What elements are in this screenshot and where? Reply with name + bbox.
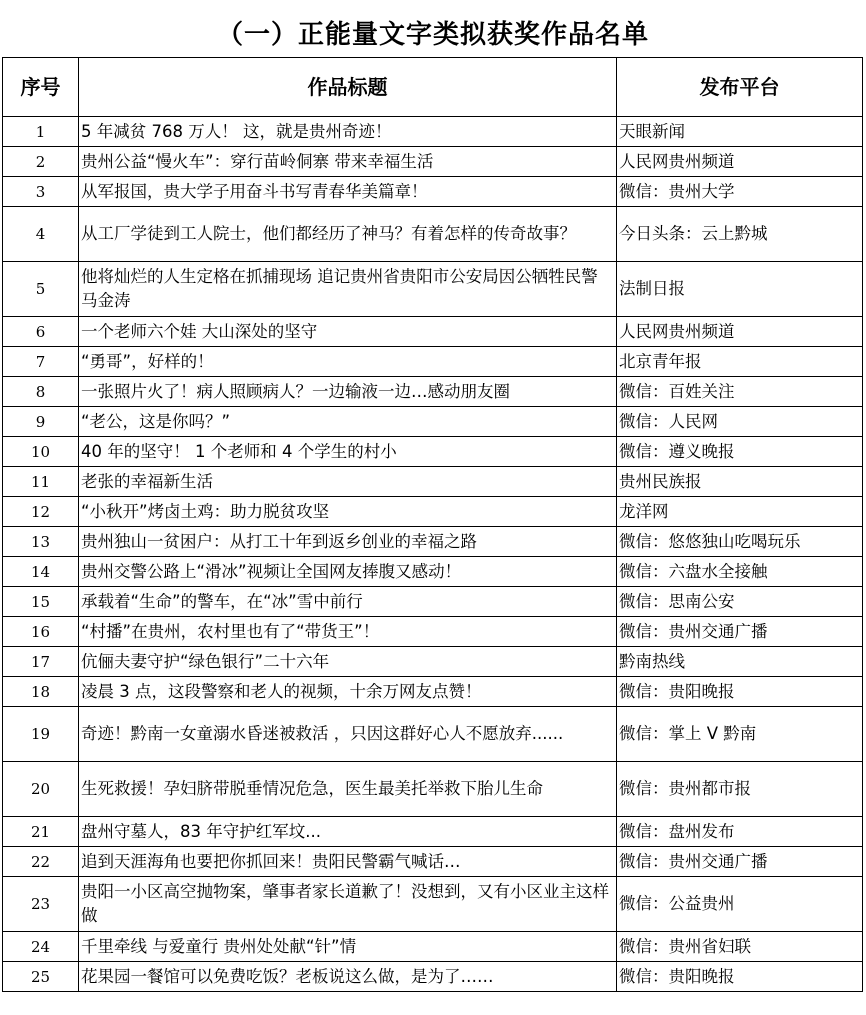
row-platform: 微信：公益贵州 — [617, 877, 863, 932]
row-platform: 北京青年报 — [617, 347, 863, 377]
table-row — [3, 497, 863, 527]
row-platform: 今日头条：云上黔城 — [617, 207, 863, 262]
row-title: 从工厂学徒到工人院士，他们都经历了神马？有着怎样的传奇故事？ — [79, 207, 617, 262]
row-number: 25 — [3, 962, 79, 992]
row-platform: 微信：六盘水全接触 — [617, 557, 863, 587]
row-platform: 人民网贵州频道 — [617, 147, 863, 177]
table-row — [3, 262, 863, 317]
row-platform: 微信：贵州都市报 — [617, 762, 863, 817]
row-platform: 微信：百姓关注 — [617, 377, 863, 407]
table-body — [3, 117, 863, 992]
row-title: “勇哥”，好样的！ — [79, 347, 617, 377]
row-number: 4 — [3, 207, 79, 262]
table-row — [3, 707, 863, 762]
row-platform: 微信：盘州发布 — [617, 817, 863, 847]
row-platform: 龙洋网 — [617, 497, 863, 527]
row-number: 6 — [3, 317, 79, 347]
row-title: 贵州交警公路上“滑冰”视频让全国网友捧腹又感动！ — [79, 557, 617, 587]
row-number: 24 — [3, 932, 79, 962]
row-platform: 黔南热线 — [617, 647, 863, 677]
row-platform: 微信：贵州交通广播 — [617, 847, 863, 877]
table-row — [3, 557, 863, 587]
header-platform: 发布平台 — [617, 58, 863, 117]
table-row — [3, 207, 863, 262]
table-header-row — [3, 58, 863, 117]
row-title: 伉俪夫妻守护“绿色银行”二十六年 — [79, 647, 617, 677]
row-title: 一个老师六个娃 大山深处的坚守 — [79, 317, 617, 347]
table-row — [3, 762, 863, 817]
table-row — [3, 877, 863, 932]
row-title: 奇迹！黔南一女童溺水昏迷被救活 ，只因这群好心人不愿放弃...... — [79, 707, 617, 762]
table-row — [3, 962, 863, 992]
header-title: 作品标题 — [79, 58, 617, 117]
row-platform: 微信：人民网 — [617, 407, 863, 437]
row-number: 3 — [3, 177, 79, 207]
header-no: 序号 — [3, 58, 79, 117]
row-platform: 微信：思南公安 — [617, 587, 863, 617]
row-title: 贵州独山一贫困户：从打工十年到返乡创业的幸福之路 — [79, 527, 617, 557]
row-platform: 微信：贵州大学 — [617, 177, 863, 207]
row-number: 2 — [3, 147, 79, 177]
table-row — [3, 527, 863, 557]
row-platform: 法制日报 — [617, 262, 863, 317]
row-number: 20 — [3, 762, 79, 817]
row-title: 追到天涯海角也要把你抓回来！贵阳民警霸气喊话… — [79, 847, 617, 877]
page-title: （一）正能量文字类拟获奖作品名单 — [216, 20, 649, 50]
row-number: 5 — [3, 262, 79, 317]
table-row — [3, 147, 863, 177]
row-title: “村播”在贵州，农村里也有了“带货王”！ — [79, 617, 617, 647]
table-row — [3, 467, 863, 497]
row-platform: 微信：贵州省妇联 — [617, 932, 863, 962]
row-title: 贵州公益“慢火车”：穿行苗岭侗寨 带来幸福生活 — [79, 147, 617, 177]
row-platform: 微信：遵义晚报 — [617, 437, 863, 467]
row-platform: 微信：掌上 V 黔南 — [617, 707, 863, 762]
row-platform: 微信：贵州交通广播 — [617, 617, 863, 647]
row-platform: 微信：贵阳晚报 — [617, 677, 863, 707]
row-number: 9 — [3, 407, 79, 437]
row-title: 40 年的坚守！ 1 个老师和 4 个学生的村小 — [79, 437, 617, 467]
table-row — [3, 617, 863, 647]
table-row — [3, 317, 863, 347]
row-number: 12 — [3, 497, 79, 527]
table-row — [3, 177, 863, 207]
row-number: 16 — [3, 617, 79, 647]
row-title: 贵阳一小区高空抛物案，肇事者家长道歉了！没想到，又有小区业主这样做 — [79, 877, 617, 932]
row-platform: 人民网贵州频道 — [617, 317, 863, 347]
table-row — [3, 347, 863, 377]
row-platform: 微信：贵阳晚报 — [617, 962, 863, 992]
row-number: 11 — [3, 467, 79, 497]
row-title: 生死救援！孕妇脐带脱垂情况危急，医生最美托举救下胎儿生命 — [79, 762, 617, 817]
row-number: 19 — [3, 707, 79, 762]
row-number: 15 — [3, 587, 79, 617]
row-title: 从军报国，贵大学子用奋斗书写青春华美篇章！ — [79, 177, 617, 207]
row-number: 10 — [3, 437, 79, 467]
row-title: 一张照片火了！病人照顾病人？一边输液一边…感动朋友圈 — [79, 377, 617, 407]
table-row — [3, 817, 863, 847]
table-row — [3, 377, 863, 407]
row-title: 盘州守墓人，83 年守护红军坟... — [79, 817, 617, 847]
row-number: 14 — [3, 557, 79, 587]
row-number: 8 — [3, 377, 79, 407]
row-number: 1 — [3, 117, 79, 147]
row-platform: 微信：悠悠独山吃喝玩乐 — [617, 527, 863, 557]
row-number: 22 — [3, 847, 79, 877]
table-row — [3, 847, 863, 877]
table-row — [3, 647, 863, 677]
table-row — [3, 587, 863, 617]
row-title: 他将灿烂的人生定格在抓捕现场 追记贵州省贵阳市公安局因公牺牲民警马金涛 — [79, 262, 617, 317]
row-number: 21 — [3, 817, 79, 847]
row-number: 13 — [3, 527, 79, 557]
table-row — [3, 407, 863, 437]
award-table — [2, 57, 863, 992]
row-title: 花果园一餐馆可以免费吃饭？老板说这么做，是为了…… — [79, 962, 617, 992]
table-row — [3, 437, 863, 467]
table-row — [3, 117, 863, 147]
row-number: 17 — [3, 647, 79, 677]
row-title: 千里牵线 与爱童行 贵州处处献“针”情 — [79, 932, 617, 962]
row-platform: 贵州民族报 — [617, 467, 863, 497]
row-number: 7 — [3, 347, 79, 377]
row-title: “小秋开”烤卤土鸡：助力脱贫攻坚 — [79, 497, 617, 527]
row-number: 18 — [3, 677, 79, 707]
table-row — [3, 932, 863, 962]
row-title: 承载着“生命”的警车，在“冰”雪中前行 — [79, 587, 617, 617]
row-title: 5 年减贫 768 万人！ 这，就是贵州奇迹！ — [79, 117, 617, 147]
table-row — [3, 677, 863, 707]
row-title: 凌晨 3 点，这段警察和老人的视频，十余万网友点赞！ — [79, 677, 617, 707]
row-title: “老公，这是你吗？” — [79, 407, 617, 437]
row-number: 23 — [3, 877, 79, 932]
row-title: 老张的幸福新生活 — [79, 467, 617, 497]
row-platform: 天眼新闻 — [617, 117, 863, 147]
